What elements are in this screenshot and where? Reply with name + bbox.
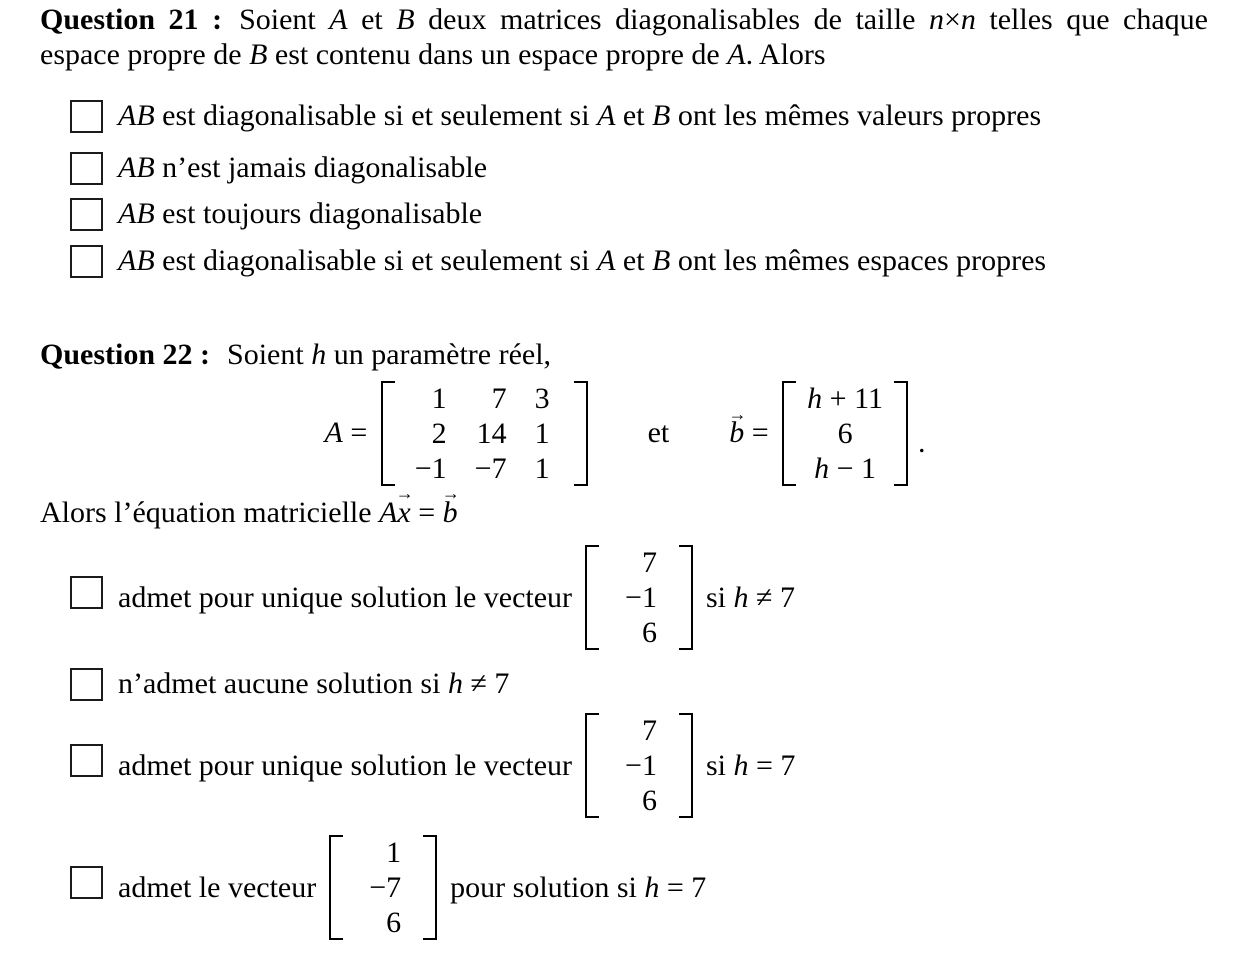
q21-option-1 (70, 98, 1041, 134)
q22-option-2-checkbox[interactable] (70, 668, 103, 701)
q21-option-1-label: AB est diagonalisable si et seulement si A et B ont les mêmes valeurs propres (118, 99, 1042, 132)
q22-option-2 (70, 666, 509, 702)
q21-option-3 (70, 196, 482, 232)
q22-option-3-text-post: si h = 7 (705, 748, 796, 782)
question-21-label: Question 21 : (40, 3, 223, 36)
q22-option-1 (70, 545, 795, 650)
q22-option-4 (70, 835, 706, 940)
q21-option-1-checkbox[interactable] (70, 100, 103, 133)
vector-b: h + 11 6 h − 1 (782, 381, 908, 486)
matrix-A: 1 7 3 2 14 1 −1 −7 1 (381, 381, 588, 486)
equation-et-word: et (647, 416, 670, 449)
q22-option-4-text-pre: admet le vecteur (118, 870, 317, 904)
q21-option-2 (70, 150, 487, 186)
equation-period: . (917, 426, 926, 459)
q21-option-4-checkbox[interactable] (70, 245, 103, 278)
q21-option-3-checkbox[interactable] (70, 198, 103, 231)
q22-alors-text: Alors l’équation matricielle Ax → = b → (40, 496, 458, 529)
q22-option-4-text-post: pour solution si h = 7 (450, 870, 707, 904)
question-21-paragraph (40, 2, 1216, 72)
q22-option-3-text-pre: admet pour unique solution le vecteur (118, 748, 573, 782)
q21-option-2-label: AB n’est jamais diagonalisable (118, 151, 488, 184)
vector-b-lhs: b → = (729, 416, 776, 450)
q22-option-4-checkbox[interactable] (70, 866, 103, 899)
q21-option-4-label: AB est diagonalisable si et seulement si A et B ont les mêmes espaces propres (118, 244, 1047, 277)
q22-option-1-vector: 7 −1 6 (585, 545, 693, 650)
question-22-label: Question 22 : (40, 338, 211, 371)
q22-option-4-vector: 1 −7 6 (329, 835, 437, 940)
q22-option-3-checkbox[interactable] (70, 744, 103, 777)
question-22-paragraph (40, 337, 1208, 372)
q22-option-1-text-pre: admet pour unique solution le vecteur (118, 580, 573, 614)
q22-option-3-vector: 7 −1 6 (585, 713, 693, 818)
q22-option-1-checkbox[interactable] (70, 576, 103, 609)
equation-display (0, 380, 1250, 486)
q22-option-1-text-post: si h ≠ 7 (705, 580, 795, 614)
q22-option-2-label: n’admet aucune solution si h ≠ 7 (118, 667, 510, 700)
q21-option-2-checkbox[interactable] (70, 152, 103, 185)
q21-option-4 (70, 243, 1046, 279)
question-21-intro-text: Soient A et B deux matrices diagonalisables de taille n×n telles que chaque espace propre de B est contenu dans un espace propre de A. Alors (40, 3, 1216, 71)
q22-alors-line (40, 495, 458, 530)
question-22-intro-text: Soient h un paramètre réel, (227, 338, 552, 371)
q22-option-3 (70, 713, 795, 818)
matrix-A-lhs: A = (324, 416, 375, 449)
q21-option-3-label: AB est toujours diagonalisable (118, 197, 483, 230)
